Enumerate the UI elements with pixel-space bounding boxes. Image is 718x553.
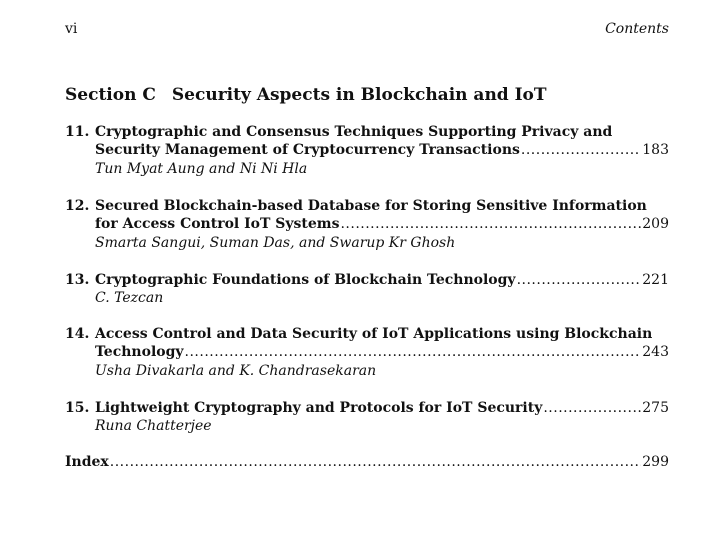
entry-title-line1: Cryptographic and Consensus Techniques Supporting Privacy and xyxy=(95,124,613,140)
entry-title-line2: Security Management of Cryptocurrency Transactions xyxy=(95,142,520,159)
entry-number: 13. xyxy=(65,272,90,288)
entry-title-line2: for Access Control IoT Systems xyxy=(95,216,340,233)
toc-entry-14[interactable] xyxy=(65,325,669,380)
entry-authors: Runa Chatterjee xyxy=(95,418,212,435)
toc-entry-12[interactable] xyxy=(65,197,669,252)
entry-title: Cryptographic Foundations of Blockchain Technology xyxy=(95,272,516,288)
entry-page: 243 xyxy=(642,344,669,361)
section-title: Security Aspects in Blockchain and IoT xyxy=(171,85,547,105)
page-number: vi xyxy=(65,21,78,37)
entry-number: 15. xyxy=(65,400,90,416)
entry-number: 11. xyxy=(65,124,90,140)
entry-page: 183 xyxy=(642,142,669,159)
entry-authors: Tun Myat Aung and Ni Ni Hla xyxy=(95,160,308,177)
entry-title: Lightweight Cryptography and Protocols for IoT Security xyxy=(95,400,543,416)
dot-leader xyxy=(340,215,641,233)
dot-leader xyxy=(517,271,642,289)
toc-entry-index[interactable] xyxy=(65,454,669,470)
entry-page: 209 xyxy=(642,216,669,233)
entry-title-line1: Secured Blockchain-based Database for Storing Sensitive Information xyxy=(95,198,647,214)
section-heading xyxy=(65,85,547,105)
entry-title-line1: Access Control and Data Security of IoT Applications using Blockchain xyxy=(95,326,653,342)
entry-page: 221 xyxy=(642,272,669,288)
entry-number: 14. xyxy=(65,326,90,342)
entry-authors: Usha Divakarla and K. Chandrasekaran xyxy=(95,362,377,379)
dot-leader xyxy=(185,343,642,361)
dot-leader xyxy=(110,454,641,470)
entry-authors: Smarta Sangui, Suman Das, and Swarup Kr Ghosh xyxy=(95,234,456,251)
entry-authors: C. Tezcan xyxy=(95,290,164,307)
section-label: Section C xyxy=(65,85,156,105)
entry-page: 275 xyxy=(642,400,669,416)
dot-leader xyxy=(521,141,641,159)
index-page: 299 xyxy=(642,454,669,470)
entry-title-line2: Technology xyxy=(95,344,184,361)
running-head: Contents xyxy=(605,21,669,37)
toc-entry-11[interactable] xyxy=(65,123,669,178)
toc-entry-15[interactable] xyxy=(65,399,669,436)
toc-entry-13[interactable] xyxy=(65,271,669,308)
index-label: Index xyxy=(65,454,109,470)
dot-leader xyxy=(543,399,641,417)
entry-number: 12. xyxy=(65,198,90,214)
